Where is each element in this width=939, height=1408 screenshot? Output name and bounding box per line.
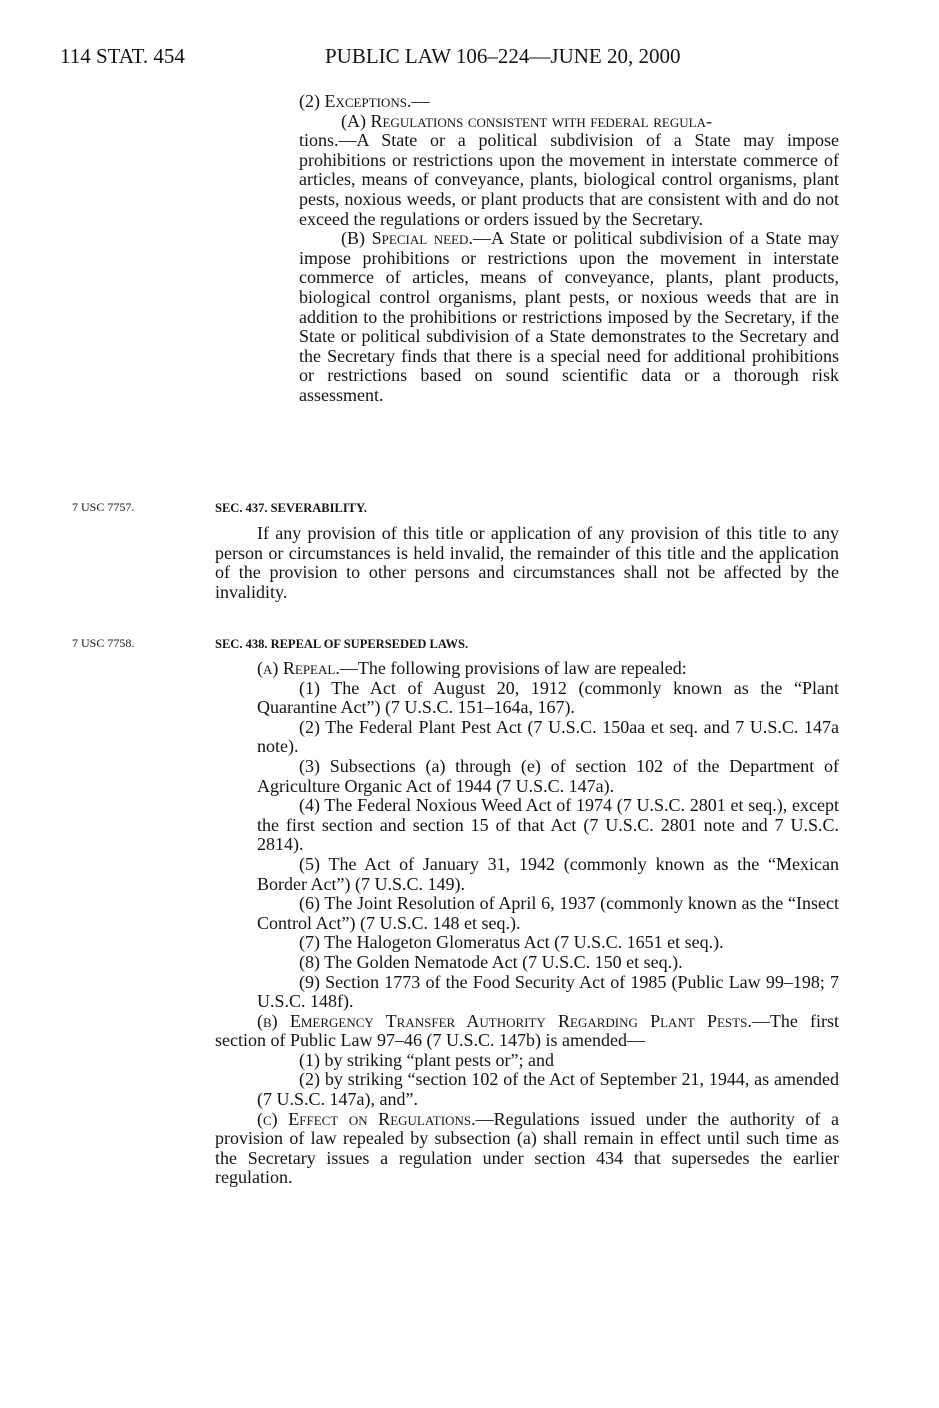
list-item: (5) The Act of January 31, 1942 (commonly known as the “Mexican Border Act”) (7 U.S.C. 149). <box>257 853 839 894</box>
margin-note-7758: 7 USC 7758. <box>72 636 135 650</box>
list-item: (2) by striking “section 102 of the Act of September 21, 1944, as amended (7 U.S.C. 147a), and”. <box>257 1069 839 1110</box>
margin-note-7757: 7 USC 7757. <box>72 500 135 514</box>
sec437-body <box>215 524 839 602</box>
list-item: (3) Subsections (a) through (e) of section 102 of the Department of Agriculture Organic Act of 1944 (7 U.S.C. 147a). <box>257 755 839 796</box>
repeal-heading: (a) Repeal. <box>257 658 340 678</box>
emergency-transfer-heading: (b) Emergency Transfer Authority Regarding Plant Pests. <box>257 1010 752 1031</box>
exception-b-paragraph <box>299 229 839 405</box>
exception-a-heading: (A) Regulations consistent with federal regula- <box>341 110 712 131</box>
exceptions-heading: (2) Exceptions.— <box>299 91 430 111</box>
emergency-transfer-text: —The first section of Public Law 97–46 (7 U.S.C. 147b) is amended— <box>215 1010 840 1051</box>
list-item: (9) Section 1773 of the Food Security Act of 1985 (Public Law 99–198; 7 U.S.C. 148f). <box>257 971 839 1012</box>
exception-a-text: tions.—A State or a political subdivision of a State may impose prohibitions or restrictions upon the movement in interstate commerce of articles, means of conveyance, plants, biological control organisms, plant pests, noxious weeds, or plant products that are consistent with and do not exceed the regulations or orders issued by the Secretary. <box>299 130 839 229</box>
list-item: (4) The Federal Noxious Weed Act of 1974 (7 U.S.C. 2801 et seq.), except the first section and section 15 of that Act (7 U.S.C. 2801 note and 7 U.S.C. 2814). <box>257 795 839 855</box>
exception-b-text: —A State or political subdivision of a State may impose prohibitions or restrictions upon the movement in interstate commerce of articles, means of conveyance, plants, plant products, biological control organisms, plant pests, or noxious weeds that are in addition to the prohibitions or restrictions imposed by the Secretary, if the State or political subdivision of a State demonstrates to the Secretary and the Secretary finds that there is a special need for additional prohibitions or restrictions based on sound scientific data or a thorough risk assessment. <box>299 228 840 405</box>
effect-regulations-text: —Regulations issued under the authority of a provision of law repealed by subsection (a) shall remain in effect until such time as the Secretary issues a regulation under section 434 that supersedes the earlier regulation. <box>215 1108 839 1188</box>
list-item: (7) The Halogeton Glomeratus Act (7 U.S.C. 1651 et seq.). <box>299 932 724 953</box>
list-item: (1) by striking “plant pests or”; and <box>299 1049 554 1070</box>
exception-b-heading: (B) Special need. <box>341 228 473 249</box>
list-item: (8) The Golden Nematode Act (7 U.S.C. 150 et seq.). <box>299 951 683 972</box>
list-item: (2) The Federal Plant Pest Act (7 U.S.C. 150aa et seq. and 7 U.S.C. 147a note). <box>257 716 839 757</box>
law-title: PUBLIC LAW 106–224—JUNE 20, 2000 <box>325 44 681 68</box>
exceptions-block <box>215 92 839 406</box>
stat-reference: 114 STAT. 454 <box>60 44 185 68</box>
list-item: (1) The Act of August 20, 1912 (commonly known as the “Plant Quarantine Act”) (7 U.S.C. 151–164a, 167). <box>257 677 839 718</box>
sec438-heading: SEC. 438. REPEAL OF SUPERSEDED LAWS. <box>215 637 469 651</box>
sec438-body <box>215 659 839 1188</box>
list-item: (6) The Joint Resolution of April 6, 1937 (commonly known as the “Insect Control Act”) (7 U.S.C. 148 et seq.). <box>257 893 839 933</box>
effect-regulations-paragraph <box>215 1110 839 1188</box>
emergency-transfer-paragraph <box>215 1012 839 1051</box>
sec437-heading: SEC. 437. SEVERABILITY. <box>215 501 368 515</box>
sec437-text: If any provision of this title or application of any provision of this title to any person or circumstances is held invalid, the remainder of this title and the application of the provision to other persons and circumstances shall not be affected by the invalidity. <box>215 523 839 602</box>
repeal-text: —The following provisions of law are repealed: <box>339 658 687 678</box>
repeal-paragraph <box>215 659 839 679</box>
effect-regulations-heading: (c) Effect on Regulations. <box>257 1108 476 1129</box>
